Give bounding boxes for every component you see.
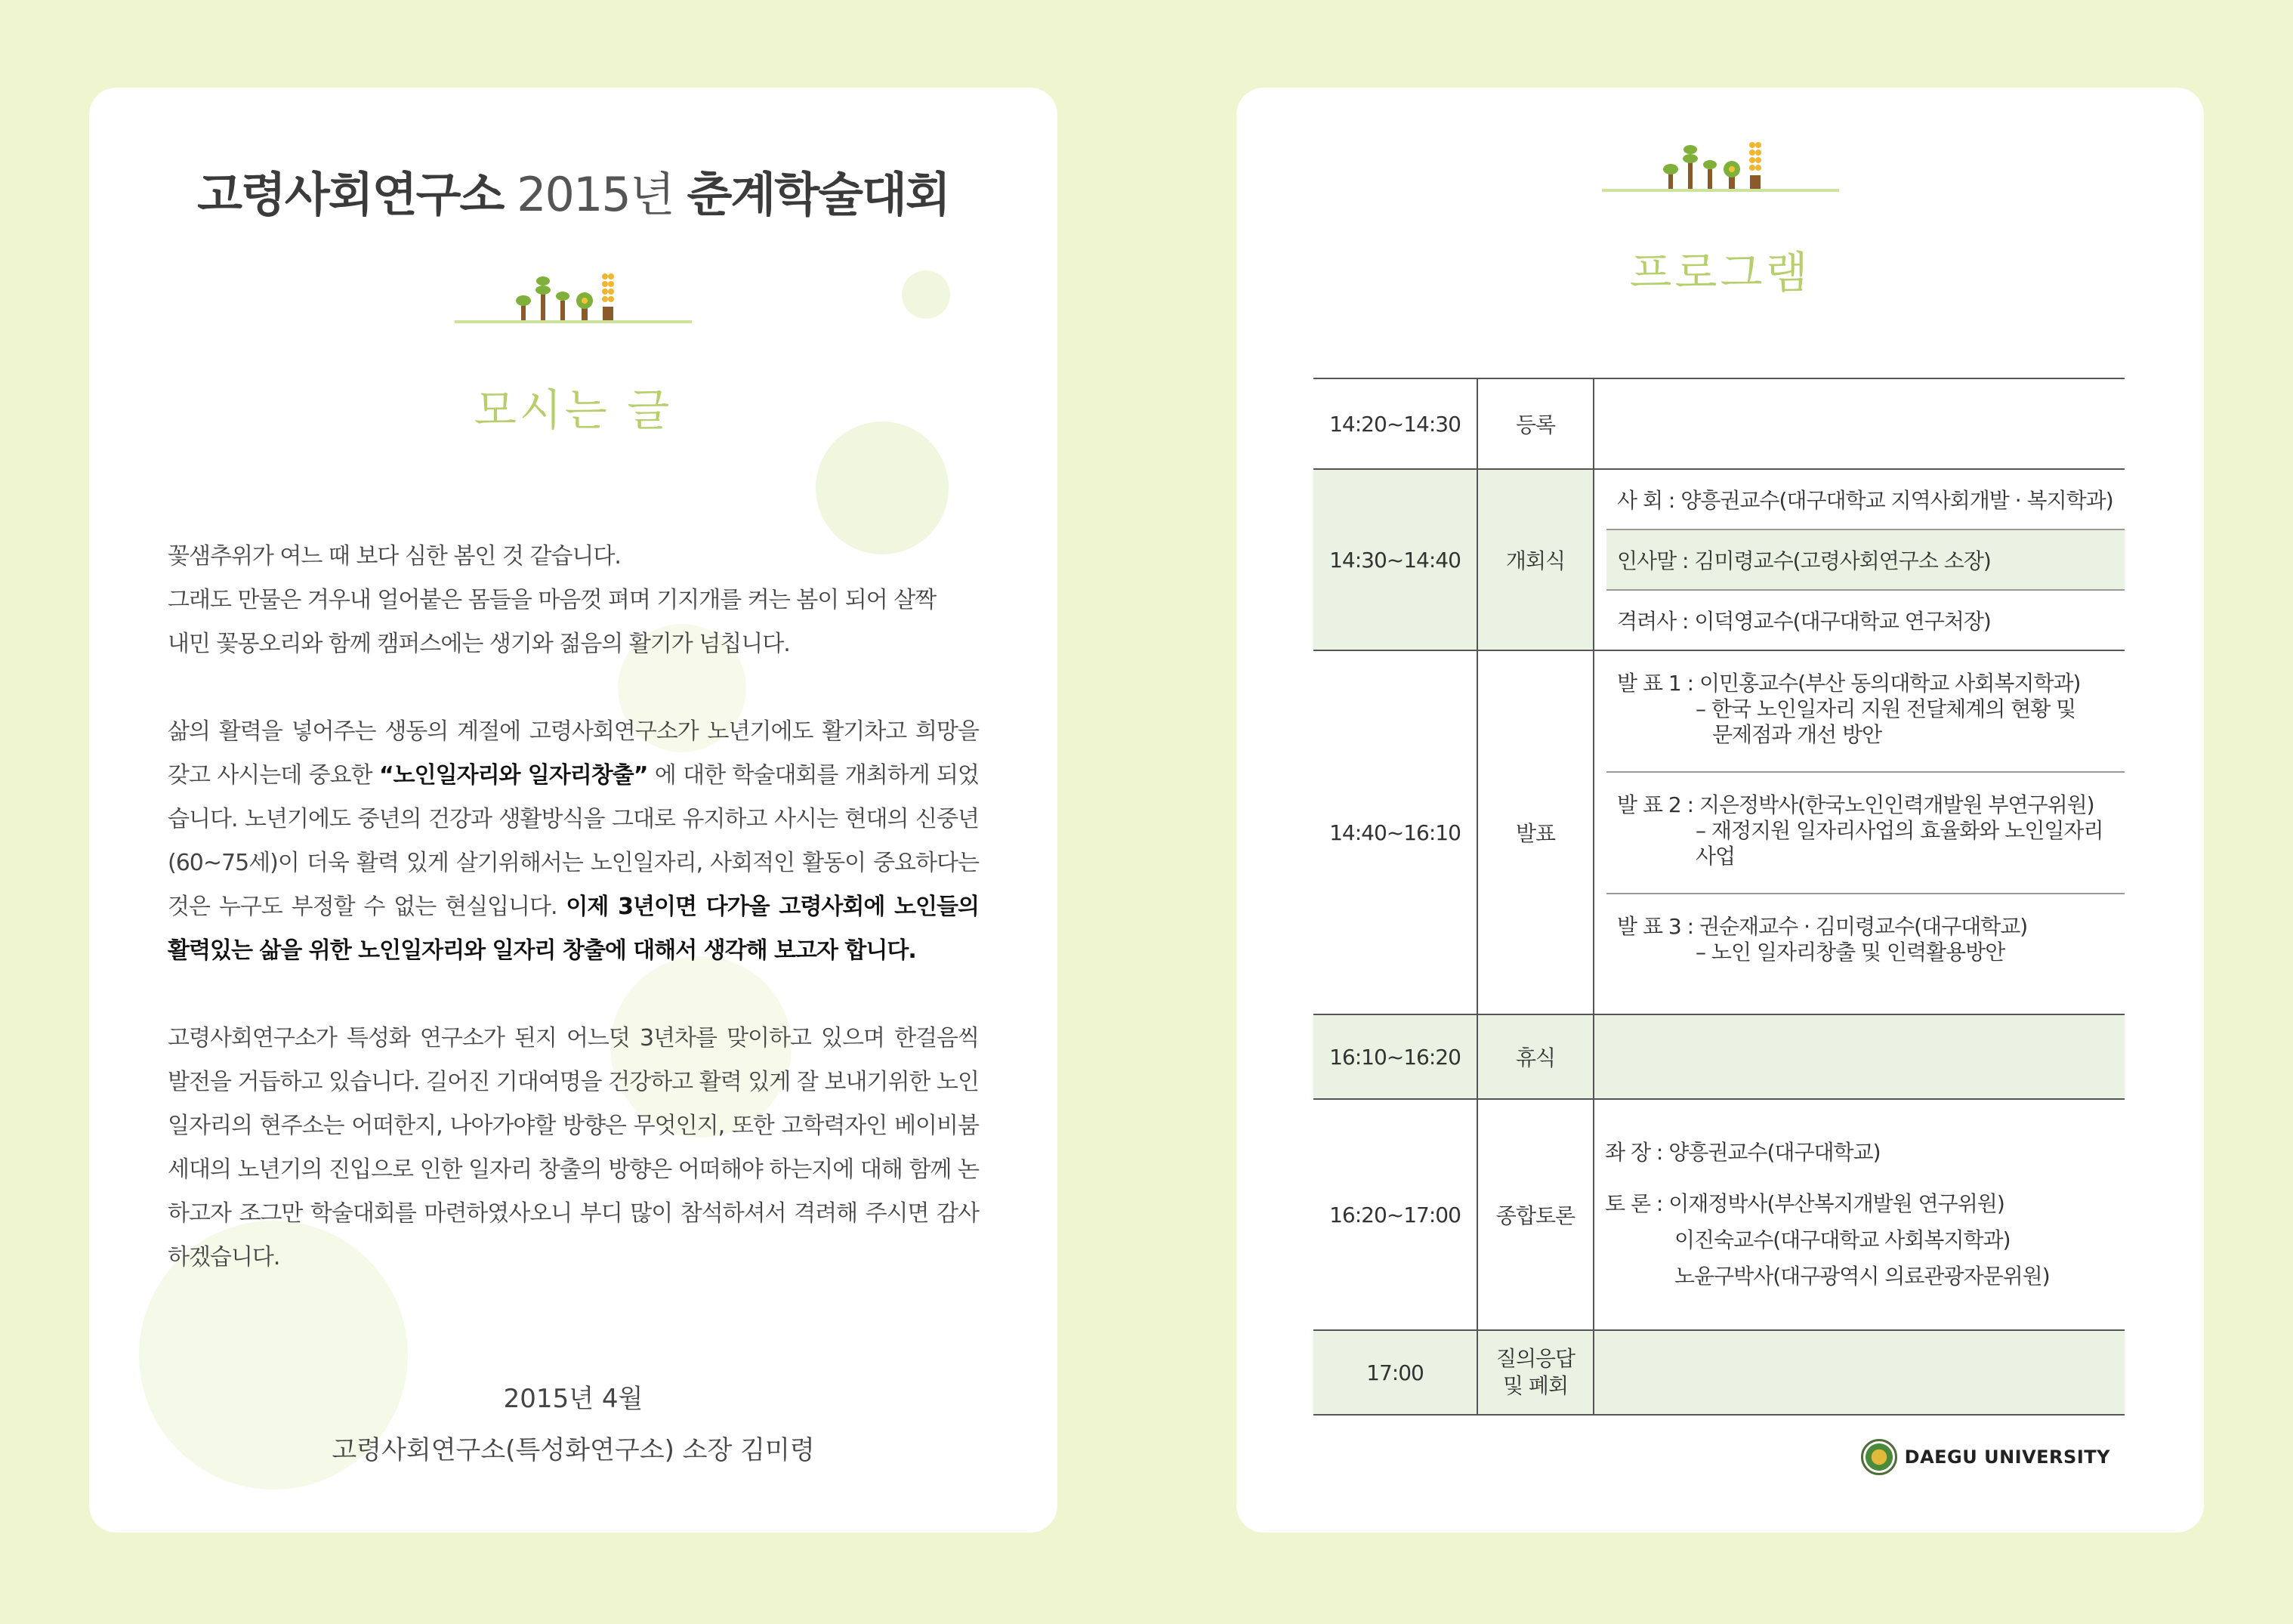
program-table: [1313, 378, 2125, 1416]
program-time: 14:40~16:10: [1313, 650, 1477, 1014]
plant-pots-icon: [1602, 139, 1839, 192]
program-row-closing: [1313, 1330, 2125, 1415]
p2-bold-statement: 이제 3년이면 다가올 고령사회에 노인들의 활력있는 삶을 위한 노인일자리와 일자리 창출에 대해서 생각해 보고자 합니다.: [168, 894, 980, 964]
program-detail: [1594, 650, 2125, 1014]
program-time: 16:10~16:20: [1313, 1014, 1477, 1099]
p2-bold-topic: “노인일자리와 일자리창출”: [378, 762, 648, 789]
program-time: 16:20~17:00: [1313, 1099, 1477, 1330]
program-label: 발표: [1477, 650, 1594, 1014]
program-time: 17:00: [1313, 1330, 1477, 1415]
plant-pots-icon: [455, 270, 692, 323]
closing-label-line1: 질의응답: [1495, 1346, 1575, 1371]
program-detail: [1594, 1099, 2125, 1330]
decor-circle: [902, 270, 950, 319]
section-title-program: 프로그램: [1629, 247, 1811, 298]
presentation-1: [1606, 651, 2125, 773]
program-detail: [1594, 378, 2125, 469]
program-row-presentations: [1313, 650, 2125, 1014]
p2-text-a: 삶의 활력을 넣어주는 생동의 계절에 고령사회연구소가 노년기에도 활기차고 희망을 갖고 사시는데 중요한: [168, 718, 979, 789]
closing-label-line2: 및 폐회: [1502, 1373, 1569, 1398]
program-time: 14:20~14:30: [1313, 378, 1477, 469]
discussion-panel-2: 이진숙교수(대구대학교 사회복지학과): [1674, 1227, 2011, 1252]
opening-host-text: 사 회 : 양흥권교수(대구대학교 지역사회개발 · 복지학과): [1617, 488, 2113, 513]
letter-date: 2015년 4월: [503, 1384, 643, 1414]
program-time: 14:30~14:40: [1313, 469, 1477, 650]
program-row-opening: [1313, 469, 2125, 650]
title-event: 춘계학술대회: [687, 167, 949, 222]
discussion-panel-1: 토 론 : 이재정박사(부산복지개발원 연구위원): [1605, 1191, 2004, 1216]
program-detail: [1594, 469, 2125, 650]
program-row-break: [1313, 1014, 2125, 1099]
invitation-page: [89, 88, 1057, 1533]
title-institute: 고령사회연구소: [197, 167, 504, 222]
opening-item-host: [1606, 470, 2125, 530]
presentation-2: [1606, 773, 2125, 894]
program-page: [1236, 88, 2204, 1533]
document-title: [89, 157, 1057, 224]
presentation-1-speaker: 발 표 1 : 이민홍교수(부산 동의대학교 사회복지학과): [1617, 671, 2081, 696]
letter-signature: 고령사회연구소(특성화연구소) 소장 김미령: [332, 1435, 815, 1465]
paragraph-1: [168, 535, 979, 666]
opening-greeting-text: 인사말 : 김미령교수(고령사회연구소 소장): [1617, 548, 1991, 573]
p1-line3: 내민 꽃몽오리와 함께 캠퍼스에는 생기와 젊음의 활기가 넘칩니다.: [168, 631, 790, 657]
p1-line1: 꽃샘추위가 여느 때 보다 심한 봄인 것 같습니다.: [168, 543, 621, 570]
opening-encouragement-text: 격려사 : 이덕영교수(대구대학교 연구처장): [1617, 609, 1991, 634]
discussion-chair: 좌 장 : 양흥권교수(대구대학교): [1605, 1140, 1881, 1165]
p2-text-b: 에 대한 학술대회를 개최하게 되었습니다. 노년기에도 중년의 건강과 생활방식을 그대로 유지하고 사시는 현대의 신중년(60~75세)이 더욱 활력 있게 살기위해서는 노인일자리, 사회적인 활동이 중요하다는 것은 누구도 부정할 수 없는 현실입니다.: [168, 762, 979, 920]
plant-decoration: [1602, 139, 1839, 192]
section-title-invitation: 모시는 글: [474, 384, 673, 436]
program-label: 개회식: [1477, 469, 1594, 650]
presentation-3-topic: – 노인 일자리창출 및 인력활용방안: [1696, 940, 2005, 965]
program-label: 등록: [1477, 378, 1594, 469]
discussion-panel-3: 노윤구박사(대구광역시 의료관광자문위원): [1674, 1264, 2050, 1289]
university-name: DAEGU UNIVERSITY: [1904, 1446, 2110, 1468]
presentation-1-topic-cont: 문제점과 개선 방안: [1712, 722, 1882, 747]
invitation-letter: [168, 535, 979, 1323]
paragraph-2: [168, 710, 979, 973]
program-detail: [1594, 1014, 2125, 1099]
university-emblem-icon: [1861, 1439, 1897, 1475]
presentation-3-speaker: 발 표 3 : 권순재교수 · 김미령교수(대구대학교): [1617, 914, 2028, 939]
plant-decoration: [455, 270, 692, 323]
paragraph-3: 고령사회연구소가 특성화 연구소가 된지 어느덧 3년차를 맞이하고 있으며 한걸음씩 발전을 거듭하고 있습니다. 길어진 기대여명을 건강하고 활력 있게 잘 보내기위한 노인일자리의 현주소는 어떠한지, 나아가야할 방향은 무엇인지, 또한 고학력자인 베이비붐세대의 노년기의 진입으로 인한 일자리 창출의 방향은 어떠해야 하는지에 대해 함께 논하고자 조그만 학술대회를 마련하였사오니 부디 많이 참석하셔서 격려해 주시면 감사하겠습니다.: [168, 1025, 979, 1270]
presentation-2-speaker: 발 표 2 : 지은정박사(한국노인인력개발원 부연구위원): [1617, 792, 2094, 817]
title-year: 2015년: [517, 167, 674, 222]
program-label: 종합토론: [1477, 1099, 1594, 1330]
opening-item-greeting: [1606, 530, 2125, 591]
program-row-discussion: [1313, 1099, 2125, 1330]
p1-line2: 그래도 만물은 겨우내 얼어붙은 몸들을 마음껏 펴며 기지개를 켜는 봄이 되어 살짝: [168, 587, 937, 613]
presentation-3: [1606, 894, 2125, 1014]
presentation-1-topic: – 한국 노인일자리 지원 전달체계의 현황 및: [1696, 696, 2076, 721]
program-detail: [1594, 1330, 2125, 1415]
program-row-registration: [1313, 378, 2125, 469]
opening-item-encouragement: [1606, 591, 2125, 650]
university-logo: [1861, 1439, 2110, 1475]
program-label: [1477, 1330, 1594, 1415]
program-label: 휴식: [1477, 1014, 1594, 1099]
presentation-2-topic: – 재정지원 일자리사업의 효율화와 노인일자리사업: [1696, 818, 2103, 869]
